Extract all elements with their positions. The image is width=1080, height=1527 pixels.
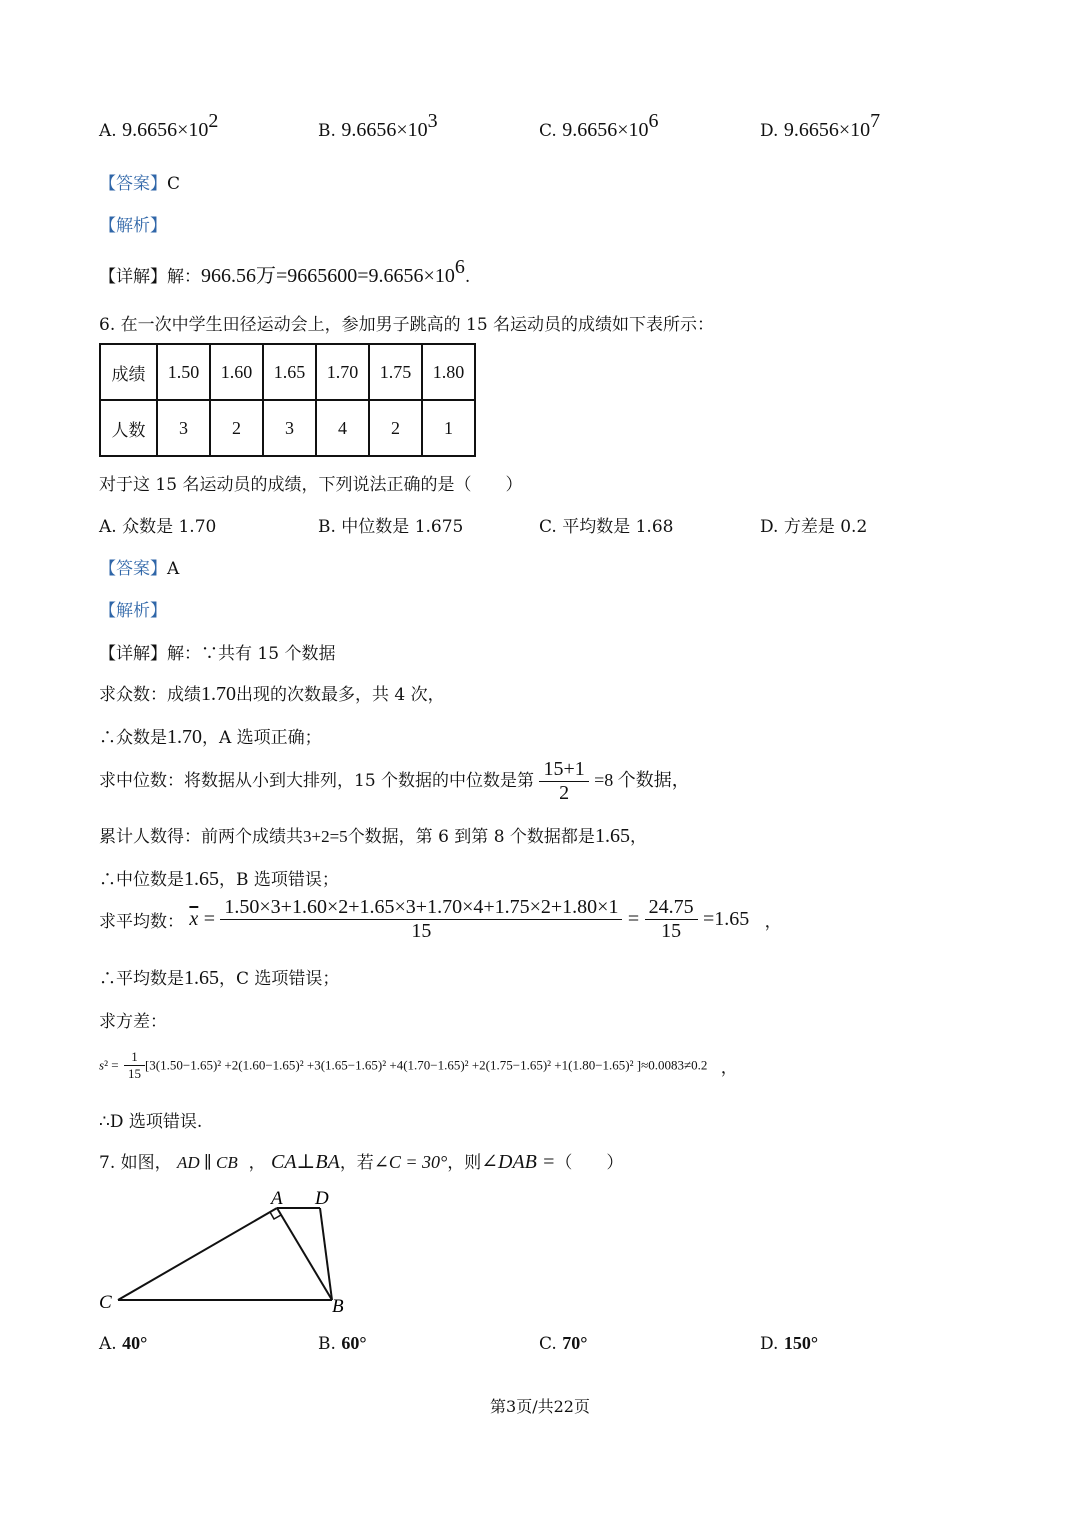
- mean-fraction-2: $\frac{24.75}{15}$: [645, 896, 698, 943]
- q6-score-table: [99, 343, 476, 457]
- q7-option-b: B. 60°: [318, 1333, 367, 1354]
- q7-option-a: A. 40°: [99, 1333, 148, 1354]
- median-fraction: $\frac{15+1}{2}$: [539, 758, 588, 805]
- q5-option-c: C. $9.6656\times 10^6$: [539, 110, 659, 141]
- label-d: D: [315, 1188, 329, 1209]
- label-c: C: [99, 1292, 112, 1313]
- segment-ca: [118, 1208, 277, 1300]
- q6-option-d: D. 方差是 0.2: [760, 517, 868, 537]
- q6-cumulative-line: 累计人数得：前两个成绩共3+2=5个数据，第 6 到第 8 个数据都是1.65，: [99, 825, 647, 847]
- q6-variance-label: 求方差：: [99, 1012, 167, 1032]
- q7-option-d: D. 150°: [760, 1333, 819, 1354]
- variance-fraction: $\frac{1}{15}$: [124, 1049, 145, 1082]
- q6-detail-line1: 【详解】解：∵共有 15 个数据: [99, 644, 336, 664]
- table-row-label: 成绩: [100, 344, 157, 400]
- q6-variance-formula: s² = $\frac{1}{15}$ [3(1.50−1.65)² +2(1.60−1.65)² +3(1.65−1.65)² +4(1.70−1.65)² +2(1.75−1.65)² +1(1.80−1.65)² ]≈0.0083≠0.2 ，: [99, 1049, 738, 1081]
- q6-question: 对于这 15 名运动员的成绩，下列说法正确的是（ ）: [99, 475, 523, 495]
- q5-option-d: D. $9.6656\times 10^7$: [760, 110, 881, 141]
- segment-ab: [277, 1208, 332, 1300]
- label-b: B: [332, 1296, 344, 1317]
- q6-mode-line: 求众数：成绩1.70出现的次数最多，共 4 次，: [99, 683, 445, 705]
- q5-analysis-tag: 【解析】: [99, 216, 167, 236]
- q5-answer: 【答案】C: [99, 174, 181, 194]
- segment-db: [320, 1208, 332, 1300]
- table-cell: 1.65: [263, 344, 316, 400]
- q6-option-b: B. 中位数是 1.675: [318, 517, 464, 537]
- q6-mean-line: 求平均数： $\overline{x}$ = $\frac{1.50\times 3+1.60\times 2+1.65\times 3+1.70\times 4+1.75\times 2+1.80\times 1}{15}$ = $\frac{24.75}{15}$ =1.65 ，: [99, 896, 782, 942]
- page-footer: 第3页/共22页: [490, 1397, 590, 1416]
- q6-option-c: C. 平均数是 1.68: [539, 517, 674, 537]
- table-cell: 1.50: [157, 344, 210, 400]
- q7-option-c: C. 70°: [539, 1333, 588, 1354]
- table-cell: 1.80: [422, 344, 475, 400]
- q6-option-a: A. 众数是 1.70: [99, 517, 217, 537]
- q5-option-a: A. $9.6656\times 10^2$: [99, 110, 219, 141]
- table-cell: 4: [316, 400, 369, 456]
- table-cell: 2: [210, 400, 263, 456]
- q5-option-b: B. $9.6656\times 10^3$: [318, 110, 438, 141]
- mean-fraction: $\frac{1.50\times 3+1.60\times 2+1.65\times 3+1.70\times 4+1.75\times 2+1.80\times 1}{15}$: [220, 896, 622, 943]
- q6-median-line: 求中位数：将数据从小到大排列，15 个数据的中位数是第 $\frac{15+1}{2}$ =8 个数据，: [99, 758, 690, 804]
- table-row: [100, 400, 475, 456]
- q6-answer: 【答案】A: [99, 559, 180, 579]
- table-cell: 1: [422, 400, 475, 456]
- q6-analysis-tag: 【解析】: [99, 601, 167, 621]
- table-cell: 1.60: [210, 344, 263, 400]
- table-row: [100, 344, 475, 400]
- table-cell: 2: [369, 400, 422, 456]
- table-row-label: 人数: [100, 400, 157, 456]
- table-cell: 3: [157, 400, 210, 456]
- q6-mode-conclusion: ∴众数是1.70，A 选项正确；: [99, 726, 322, 748]
- table-cell: 1.70: [316, 344, 369, 400]
- label-a: A: [271, 1188, 283, 1209]
- q6-mean-conclusion: ∴平均数是1.65，C 选项错误；: [99, 967, 340, 989]
- q6-stem: 6. 在一次中学生田径运动会上，参加男子跳高的 15 名运动员的成绩如下表所示：: [99, 315, 715, 335]
- q7-stem: 7. 如图， AD ∥ CB ， CA⊥BA，若∠C = 30°，则∠DAB =（ ）: [99, 1151, 624, 1173]
- table-cell: 3: [263, 400, 316, 456]
- triangle-figure: [90, 1180, 370, 1320]
- q5-detail: 【详解】解：966.56万$=9665600=9.6656\times 10^6$.: [99, 256, 471, 287]
- table-cell: 1.75: [369, 344, 422, 400]
- q6-variance-conclusion: ∴D 选项错误.: [99, 1112, 203, 1132]
- q6-median-conclusion: ∴中位数是1.65，B 选项错误；: [99, 868, 339, 890]
